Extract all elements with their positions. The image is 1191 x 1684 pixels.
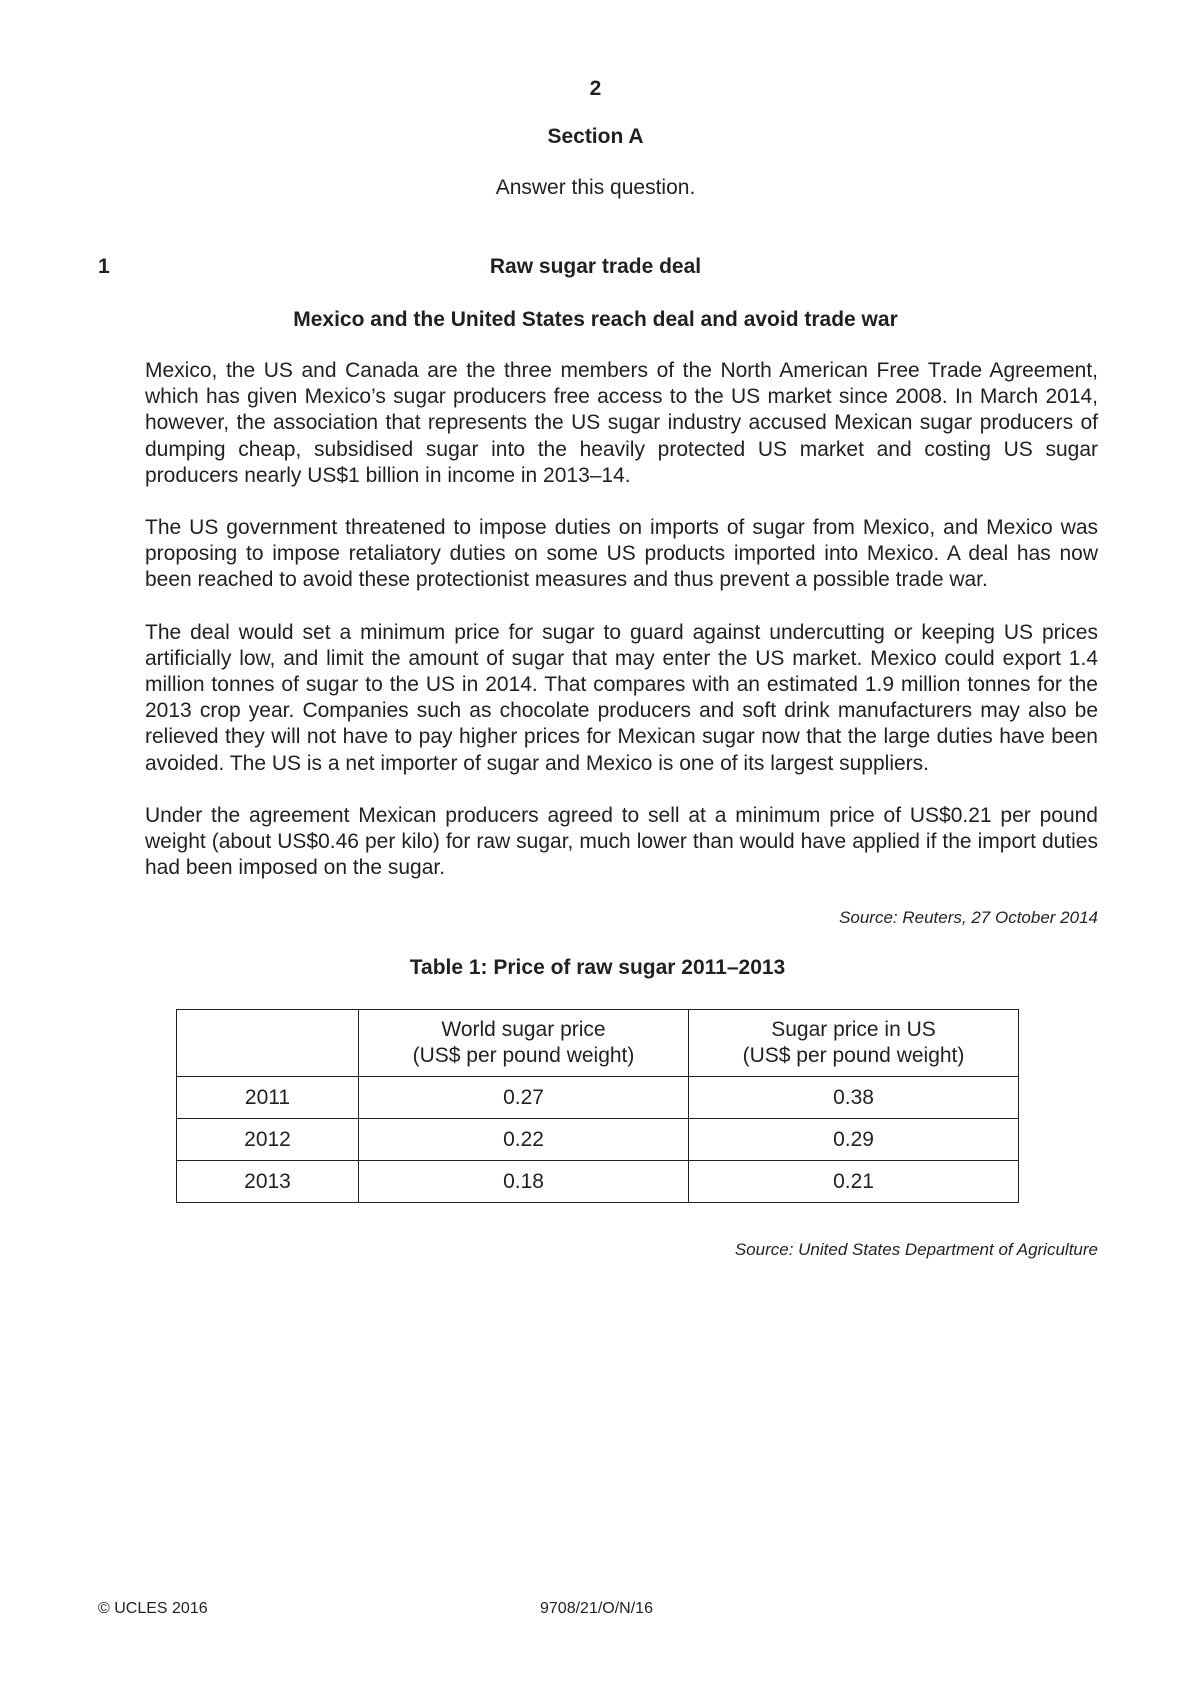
year-cell: 2013 — [177, 1161, 359, 1203]
question-title: Raw sugar trade deal — [489, 255, 702, 278]
world-price-cell: 0.27 — [359, 1077, 689, 1119]
section-title: Section A — [547, 125, 644, 148]
table-header-cell — [689, 1010, 1019, 1077]
world-price-header: World sugar price (US$ per pound weight) — [412, 1018, 635, 1067]
table-row — [177, 1161, 1019, 1203]
table-header-cell — [359, 1010, 689, 1077]
us-price-cell: 0.21 — [689, 1161, 1019, 1203]
sugar-price-table — [176, 1009, 1019, 1203]
article-paragraph: The US government threatened to impose duties on imports of sugar from Mexico, and Mexico was proposing to impose retaliatory duties on some US products imported into Mexico. A deal has now been reached to avoid these protectionist measures and thus prevent a possible trade war. — [145, 516, 1098, 592]
us-price-cell: 0.29 — [689, 1119, 1019, 1161]
world-price-cell: 0.18 — [359, 1161, 689, 1203]
year-cell: 2011 — [177, 1077, 359, 1119]
article-paragraph: Mexico, the US and Canada are the three members of the North American Free Trade Agreement, which has given Mexico’s sugar producers free access to the US market since 2008. In March 2014, however, the association that represents the US sugar industry accused Mexican sugar producers of dumping cheap, subsidised sugar into the heavily protected US market and costing US sugar producers nearly US$1 billion in income in 2013–14. — [145, 359, 1098, 487]
paper-code: 9708/21/O/N/16 — [540, 1600, 653, 1617]
table-row — [177, 1119, 1019, 1161]
us-price-header: Sugar price in US (US$ per pound weight) — [742, 1018, 965, 1067]
table-header-row — [177, 1010, 1019, 1077]
article-source: Source: Reuters, 27 October 2014 — [839, 908, 1098, 927]
table-title: Table 1: Price of raw sugar 2011–2013 — [409, 956, 786, 979]
page-number: 2 — [589, 77, 602, 100]
article-headline: Mexico and the United States reach deal and avoid trade war — [293, 308, 898, 331]
table-row — [177, 1077, 1019, 1119]
world-price-cell: 0.22 — [359, 1119, 689, 1161]
table-header-cell — [177, 1010, 359, 1077]
article-body — [145, 358, 1098, 907]
article-paragraph: Under the agreement Mexican producers agreed to sell at a minimum price of US$0.21 per pound weight (about US$0.46 per kilo) for raw sugar, much lower than would have applied if the import duties had been imposed on the sugar. — [145, 803, 1098, 880]
article-paragraph: The deal would set a minimum price for sugar to guard against undercutting or keeping US prices artificially low, and limit the amount of sugar that may enter the US market. Mexico could export 1.4 million tonnes of sugar to the US in 2014. That compares with an estimated 1.9 million tonnes for the 2013 crop year. Companies such as chocolate producers and soft drink manufacturers may also be relieved they will not have to pay higher prices for Mexican sugar now that the large duties have been avoided. The US is a net importer of sugar and Mexico is one of its largest suppliers. — [145, 620, 1098, 775]
us-price-cell: 0.38 — [689, 1077, 1019, 1119]
copyright-notice: © UCLES 2016 — [98, 1600, 208, 1617]
question-number: 1 — [98, 255, 110, 278]
table-source: Source: United States Department of Agriculture — [734, 1240, 1098, 1259]
instruction-text: Answer this question. — [495, 176, 696, 199]
year-cell: 2012 — [177, 1119, 359, 1161]
